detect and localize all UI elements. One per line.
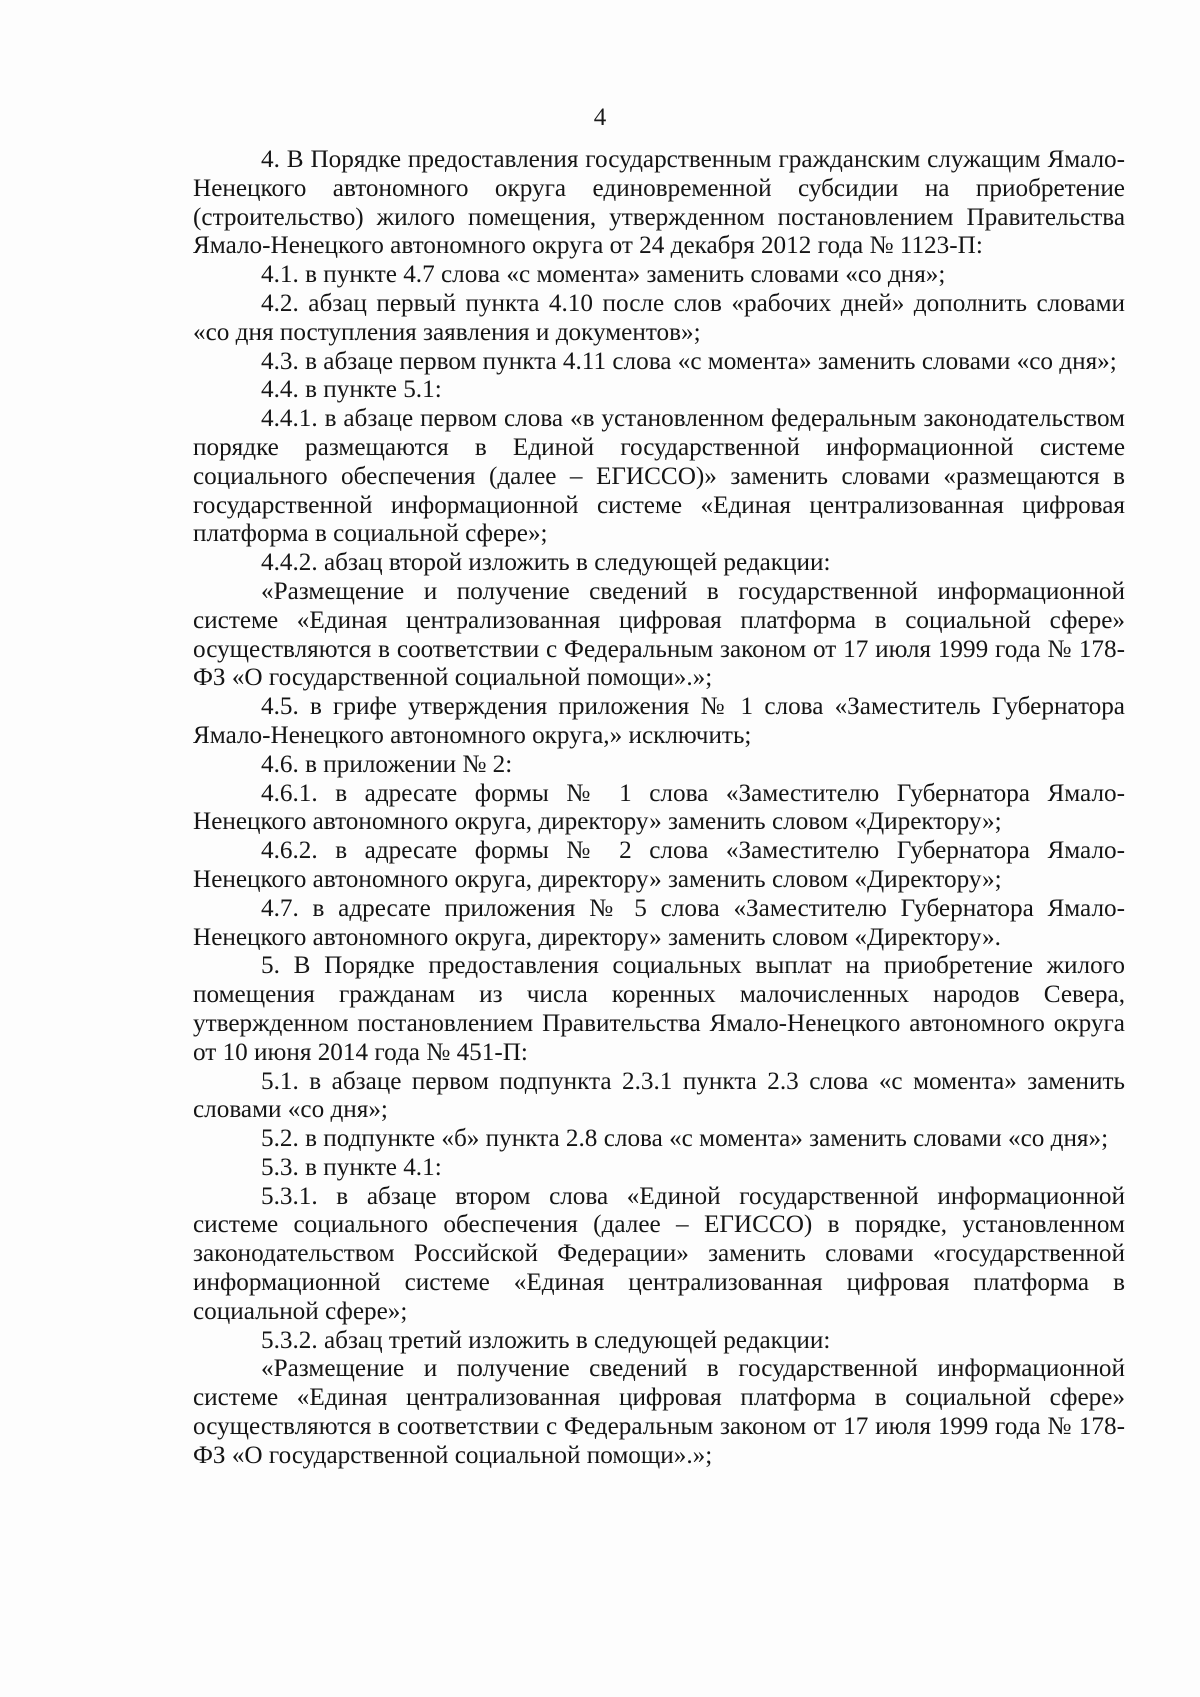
paragraph-4-4: 4.4. в пункте 5.1: [261, 376, 442, 404]
paragraph-5-1: 5.1. в абзаце первом подпункта 2.3.1 пункта 2.3 слова «с момента» заменить словами «со дня»; [193, 1067, 1125, 1124]
paragraph-5-2: 5.2. в подпункте «б» пункта 2.8 слова «с момента» заменить словами «со дня»; [261, 1125, 1109, 1153]
paragraph-4-6: 4.6. в приложении № 2: [261, 750, 513, 778]
paragraph-4: 4. В Порядке предоставления государственным гражданским служащим Ямало-Ненецкого автономного округа единовременной субсидии на приобретение (строительство) жилого помещения, утвержденном постановлением Правительства Ямало-Ненецкого автономного округа от 24 декабря 2012 года № 1123-П: [193, 146, 1125, 260]
paragraph-5: 5. В Порядке предоставления социальных выплат на приобретение жилого помещения гражданам из числа коренных малочисленных народов Севера, утвержденном постановлением Правительства Ямало-Ненецкого автономного округа от 10 июня 2014 года № 451-П: [193, 952, 1125, 1066]
paragraph-4-5: 4.5. в грифе утверждения приложения № 1 слова «Заместитель Губернатора Ямало-Ненецкого автономного округа,» исключить; [193, 693, 1125, 749]
paragraph-4-6-2: 4.6.2. в адресате формы № 2 слова «Заместителю Губернатора Ямало-Ненецкого автономного округа, директору» заменить словом «Директору»; [193, 837, 1125, 893]
paragraph-4-4-1: 4.4.1. в абзаце первом слова «в установленном федеральным законодательством порядке размещаются в Единой государственной информационной системе социального обеспечения (далее – ЕГИССО)» заменить словами «размещаются в государственной информационной системе «Единая централизованная цифровая платформа в социальной сфере»; [193, 405, 1125, 548]
paragraph-4-6-1: 4.6.1. в адресате формы № 1 слова «Заместителю Губернатора Ямало-Ненецкого автономного округа, директору» заменить словом «Директору»; [193, 779, 1125, 836]
paragraph-5-3-2: 5.3.2. абзац третий изложить в следующей редакции: [261, 1326, 831, 1354]
paragraph-5-3-2-quote: «Размещение и получение сведений в государственной информационной системе «Единая централизованная цифровая платформа в социальной сфере» осуществляются в соответствии с Федеральным законом от 17 июля 1999 года № 178-ФЗ «О государственной социальной помощи».»; [193, 1355, 1125, 1469]
paragraph-5-3: 5.3. в пункте 4.1: [261, 1153, 442, 1181]
document-body [193, 146, 1125, 1471]
paragraph-4-7: 4.7. в адресате приложения № 5 слова «Заместителю Губернатора Ямало-Ненецкого автономного округа, директору» заменить словом «Директору». [193, 894, 1125, 951]
paragraph-4-2: 4.2. абзац первый пункта 4.10 после слов «рабочих дней» дополнить словами «со дня поступления заявления и документов»; [193, 289, 1125, 346]
paragraph-5-3-1: 5.3.1. в абзаце втором слова «Единой государственной информационной системе социального обеспечения (далее – ЕГИССО) в порядке, установленном законодательством Российской Федерации» заменить словами «государственной информационной системе «Единая централизованная цифровая платформа в социальной сфере»; [193, 1182, 1125, 1325]
page-number: 4 [593, 104, 607, 131]
paragraph-4-3: 4.3. в абзаце первом пункта 4.11 слова «с момента» заменить словами «со дня»; [261, 347, 1117, 375]
paragraph-4-4-2-quote: «Размещение и получение сведений в государственной информационной системе «Единая централизованная цифровая платформа в социальной сфере» осуществляются в соответствии с Федеральным законом от 17 июля 1999 года № 178-ФЗ «О государственной социальной помощи».»; [193, 577, 1125, 692]
paragraph-4-1: 4.1. в пункте 4.7 слова «с момента» заменить словами «со дня»; [261, 261, 946, 289]
paragraph-4-4-2: 4.4.2. абзац второй изложить в следующей редакции: [261, 549, 831, 577]
